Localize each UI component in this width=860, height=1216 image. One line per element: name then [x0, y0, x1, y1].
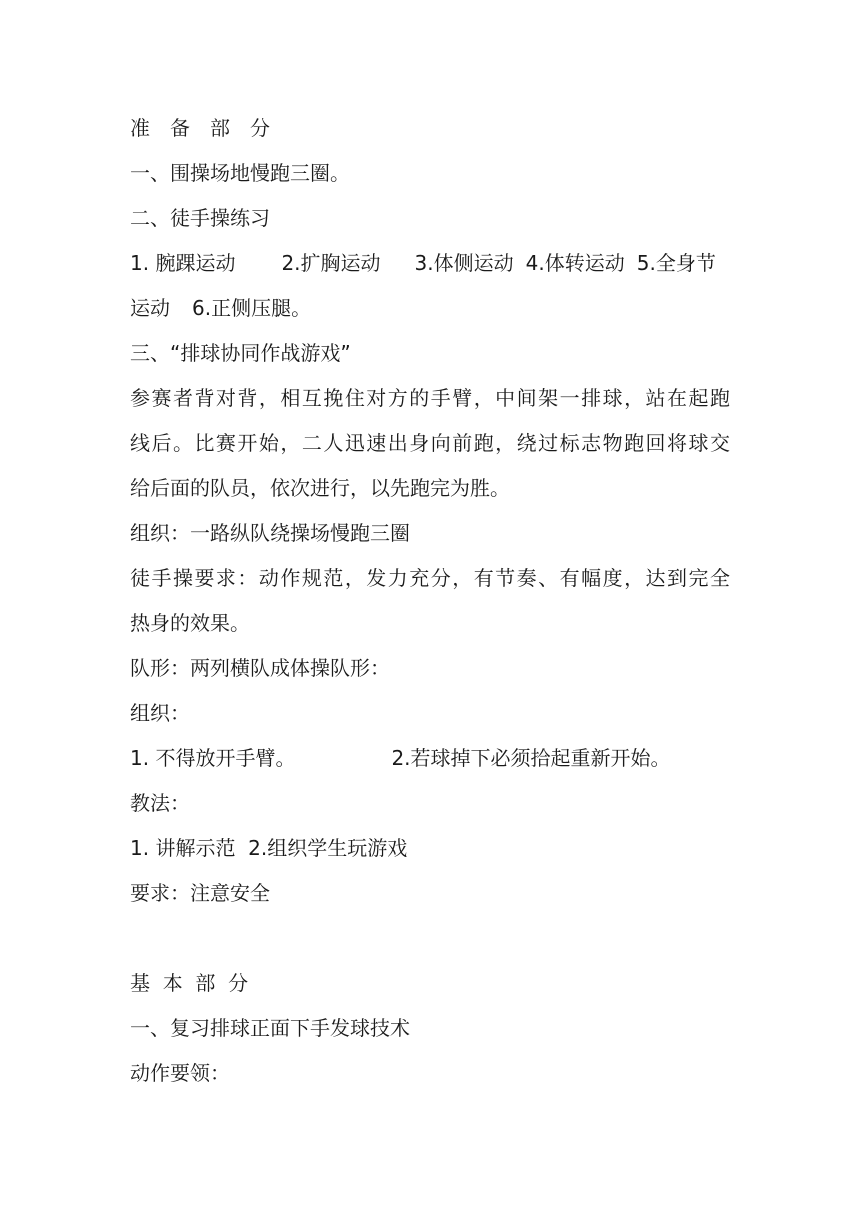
prep-section-heading: 准 备 部 分 [130, 116, 270, 140]
teaching-method-items: 1. 讲解示范 2.组织学生玩游戏 [130, 836, 408, 860]
exercise-4: 4.体转运动 [525, 251, 625, 275]
game-rules-line [130, 745, 671, 771]
exercise-5-continued: 运动 [130, 296, 170, 320]
organization-note: 组织：一路纵队绕操场慢跑三圈 [130, 521, 410, 545]
technique-essentials-label: 动作要领： [130, 1061, 230, 1085]
item-underhand-serve: 一、复习排球正面下手发球技术 [130, 1016, 410, 1040]
exercise-3: 3.体侧运动 [414, 251, 514, 275]
exercise-1: 1. 腕踝运动 [130, 251, 236, 275]
freehand-requirements-line: 热身的效果。 [130, 611, 250, 635]
item-jog: 一、围操场地慢跑三圈。 [130, 161, 350, 185]
formation-note: 队形：两列横队成体操队形： [130, 656, 390, 680]
exercise-list-line-2 [130, 295, 311, 321]
exercise-list-line-1 [130, 250, 716, 276]
exercise-5: 5.全身节 [636, 251, 716, 275]
basic-section-heading: 基 本 部 分 [130, 971, 249, 995]
item-freehand-exercise: 二、徒手操练习 [130, 206, 270, 230]
rule-1: 1. 不得放开手臂。 [130, 746, 296, 770]
exercise-6: 6.正侧压腿。 [192, 296, 312, 320]
item-volleyball-game: 三、“排球协同作战游戏” [130, 341, 351, 365]
organization-label: 组织： [130, 701, 190, 725]
game-description-line: 参赛者背对背，相互挽住对方的手臂，中间架一排球，站在起跑 [130, 386, 730, 410]
safety-requirement: 要求：注意安全 [130, 881, 270, 905]
exercise-2: 2.扩胸运动 [281, 251, 381, 275]
freehand-requirements-line: 徒手操要求：动作规范，发力充分，有节奏、有幅度，达到完全 [130, 566, 730, 590]
rule-2: 2.若球掉下必须拾起重新开始。 [391, 746, 671, 770]
teaching-method-label: 教法： [130, 791, 190, 815]
game-description-line: 给后面的队员，依次进行，以先跑完为胜。 [130, 476, 510, 500]
game-description-line: 线后。比赛开始，二人迅速出身向前跑，绕过标志物跑回将球交 [130, 431, 730, 455]
